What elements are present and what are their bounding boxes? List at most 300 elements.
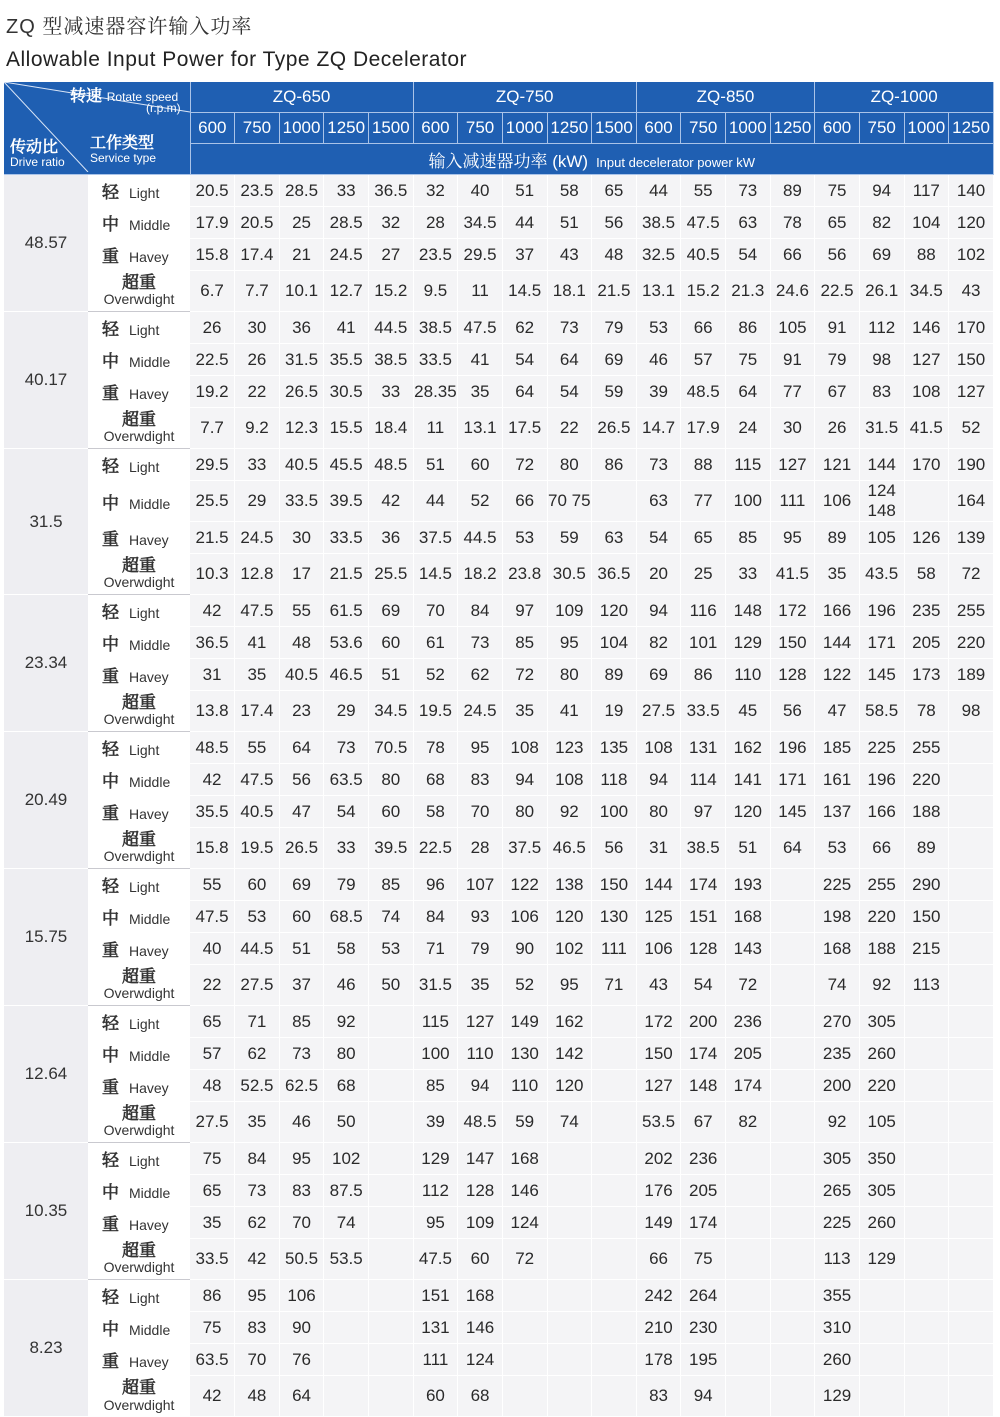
power-value-cell: 149: [502, 1006, 547, 1038]
service-type-cn: 轻: [102, 320, 119, 340]
power-value-cell: 104: [592, 627, 637, 659]
power-value-cell: [547, 1312, 592, 1344]
power-value-cell: 110: [458, 1038, 503, 1070]
power-value-cell: 140: [949, 175, 994, 207]
power-value-cell: [770, 1102, 815, 1143]
power-value-cell: [949, 1070, 994, 1102]
power-value-cell: 124: [458, 1344, 503, 1376]
power-value-cell: 151: [413, 1280, 458, 1312]
power-value-cell: 124: [502, 1207, 547, 1239]
power-value-cell: [592, 1175, 637, 1207]
table-row: [4, 691, 994, 732]
power-value-cell: 42: [369, 481, 414, 522]
power-value-cell: 144: [636, 869, 681, 901]
speed-header: 1500: [592, 113, 637, 144]
power-value-cell: 174: [681, 869, 726, 901]
power-value-cell: 42: [235, 1239, 280, 1280]
power-value-cell: 106: [279, 1280, 324, 1312]
power-value-cell: 34.5: [369, 691, 414, 732]
power-value-cell: 54: [547, 376, 592, 408]
power-value-cell: 53: [636, 312, 681, 344]
power-value-cell: 62: [235, 1207, 280, 1239]
power-value-cell: 9.2: [235, 408, 280, 449]
power-value-cell: [904, 1102, 949, 1143]
power-value-cell: 72: [949, 554, 994, 595]
power-value-cell: 176: [636, 1175, 681, 1207]
power-value-cell: 142: [547, 1038, 592, 1070]
power-value-cell: [592, 1239, 637, 1280]
power-value-cell: [726, 1376, 771, 1417]
power-value-cell: 94: [458, 1070, 503, 1102]
power-value-cell: 11: [458, 271, 503, 312]
drive-ratio-cell: 48.57: [4, 175, 88, 312]
service-type-cell: [88, 965, 190, 1006]
power-value-cell: 260: [859, 1207, 904, 1239]
table-row: [4, 1344, 994, 1376]
service-type-cell: [88, 1102, 190, 1143]
service-type-cell: [88, 1175, 190, 1207]
power-value-cell: 110: [726, 659, 771, 691]
power-value-cell: 90: [502, 933, 547, 965]
power-value-cell: 127: [636, 1070, 681, 1102]
power-value-cell: 22.5: [815, 271, 860, 312]
power-value-cell: 171: [770, 764, 815, 796]
power-value-cell: [949, 1038, 994, 1070]
power-value-cell: 53: [369, 933, 414, 965]
power-value-cell: 21.5: [324, 554, 369, 595]
power-value-cell: 48.5: [190, 732, 235, 764]
power-value-cell: 46: [279, 1102, 324, 1143]
power-value-cell: 79: [815, 344, 860, 376]
service-type-cn: 重: [102, 804, 119, 823]
service-type-cn: 轻: [102, 1288, 119, 1308]
table-row: [4, 1312, 994, 1344]
power-value-cell: 230: [681, 1312, 726, 1344]
power-value-cell: 95: [413, 1207, 458, 1239]
power-value-cell: 109: [458, 1207, 503, 1239]
title-english: Allowable Input Power for Type ZQ Decelerator: [6, 48, 467, 71]
power-value-cell: [949, 1006, 994, 1038]
power-value-cell: [592, 1207, 637, 1239]
power-value-cell: 264: [681, 1280, 726, 1312]
power-value-cell: 89: [904, 828, 949, 869]
power-value-cell: [547, 1344, 592, 1376]
power-value-cell: 77: [770, 376, 815, 408]
power-value-cell: 205: [904, 627, 949, 659]
power-value-cell: 6.7: [190, 271, 235, 312]
power-value-cell: 40.5: [235, 796, 280, 828]
power-value-cell: 220: [859, 1070, 904, 1102]
power-value-cell: 220: [949, 627, 994, 659]
power-value-cell: 80: [636, 796, 681, 828]
power-value-cell: 19.2: [190, 376, 235, 408]
power-value-cell: 29: [235, 481, 280, 522]
service-type-en: Light: [129, 459, 160, 476]
power-value-cell: 63: [636, 481, 681, 522]
power-value-cell: 22.5: [190, 344, 235, 376]
service-type-cn: 重: [102, 941, 119, 960]
drive-ratio-cell: 10.35: [4, 1143, 88, 1280]
power-value-cell: 215: [904, 933, 949, 965]
power-value-cell: [592, 1312, 637, 1344]
power-value-cell: 24.5: [458, 691, 503, 732]
power-value-cell: 65: [190, 1006, 235, 1038]
power-value-cell: 60: [369, 796, 414, 828]
table-row: [4, 1143, 994, 1175]
power-value-cell: 75: [726, 344, 771, 376]
power-value-cell: 149: [636, 1207, 681, 1239]
power-value-cell: 21: [279, 239, 324, 271]
power-value-cell: 74: [815, 965, 860, 1006]
power-value-cell: 51: [279, 933, 324, 965]
power-value-cell: 95: [547, 627, 592, 659]
power-value-cell: 24: [726, 408, 771, 449]
power-value-cell: 100: [413, 1038, 458, 1070]
power-value-cell: 65: [815, 207, 860, 239]
power-value-cell: 144: [815, 627, 860, 659]
service-type-en: Middle: [129, 217, 171, 233]
power-value-cell: 41: [547, 691, 592, 732]
power-value-cell: 128: [458, 1175, 503, 1207]
power-value-cell: 42: [190, 764, 235, 796]
power-value-cell: 75: [815, 175, 860, 207]
power-value-cell: [949, 965, 994, 1006]
power-value-cell: 71: [413, 933, 458, 965]
power-value-cell: 143: [726, 933, 771, 965]
service-type-cn: 重: [102, 384, 119, 403]
service-type-cell: [88, 1070, 190, 1102]
power-value-cell: 52: [949, 408, 994, 449]
power-value-cell: 31.5: [413, 965, 458, 1006]
power-value-cell: 30: [279, 522, 324, 554]
power-value-cell: 52: [502, 965, 547, 1006]
power-value-cell: 148: [681, 1070, 726, 1102]
power-value-cell: 94: [681, 1376, 726, 1417]
power-value-cell: 23.5: [413, 239, 458, 271]
power-value-cell: 41: [235, 627, 280, 659]
power-value-cell: 21.5: [592, 271, 637, 312]
power-value-cell: [547, 1280, 592, 1312]
power-value-cell: 10.1: [279, 271, 324, 312]
power-value-cell: 200: [815, 1070, 860, 1102]
speed-header: 1000: [502, 113, 547, 144]
service-type-cn: 超重: [122, 409, 156, 429]
power-value-cell: 102: [324, 1143, 369, 1175]
power-value-cell: 84: [458, 595, 503, 627]
power-value-cell: 73: [324, 732, 369, 764]
table-row: [4, 796, 994, 828]
power-value-cell: [324, 1376, 369, 1417]
power-value-cell: 92: [859, 965, 904, 1006]
power-value-cell: 135: [592, 732, 637, 764]
power-value-cell: 18.2: [458, 554, 503, 595]
power-value-cell: [949, 1102, 994, 1143]
power-value-cell: 87.5: [324, 1175, 369, 1207]
service-type-cell: [88, 732, 190, 764]
service-type-cell: [88, 481, 190, 522]
power-value-cell: [770, 1239, 815, 1280]
power-value-cell: 137: [815, 796, 860, 828]
power-value-cell: 91: [770, 344, 815, 376]
power-value-cell: 58: [413, 796, 458, 828]
power-value-cell: [770, 965, 815, 1006]
power-value-cell: 79: [592, 312, 637, 344]
power-value-cell: 83: [235, 1312, 280, 1344]
power-value-cell: 109: [547, 595, 592, 627]
power-value-cell: 151: [681, 901, 726, 933]
service-type-cn: 轻: [102, 1014, 119, 1034]
service-type-cell: [88, 659, 190, 691]
power-value-cell: 33.5: [190, 1239, 235, 1280]
power-value-cell: 117: [904, 175, 949, 207]
power-value-cell: 58: [904, 554, 949, 595]
power-value-cell: 80: [547, 659, 592, 691]
power-value-cell: [770, 1006, 815, 1038]
power-value-cell: 59: [502, 1102, 547, 1143]
power-value-cell: 44.5: [458, 522, 503, 554]
power-value-cell: 162: [547, 1006, 592, 1038]
power-value-cell: [324, 1280, 369, 1312]
power-value-cell: 86: [726, 312, 771, 344]
power-value-cell: 105: [859, 1102, 904, 1143]
input-power-label-cn: 输入减速器功率 (kW): [428, 151, 589, 171]
power-value-cell: 59: [547, 522, 592, 554]
power-value-cell: 28.35: [413, 376, 458, 408]
power-value-cell: 26.5: [592, 408, 637, 449]
power-value-cell: 82: [859, 207, 904, 239]
power-value-cell: 15.8: [190, 828, 235, 869]
service-type-cn: 重: [102, 1352, 119, 1371]
power-value-cell: 31.5: [279, 344, 324, 376]
power-value-cell: 13.1: [458, 408, 503, 449]
table-row: [4, 554, 994, 595]
power-value-cell: 108: [547, 764, 592, 796]
power-value-cell: 52.5: [235, 1070, 280, 1102]
power-value-cell: 196: [770, 732, 815, 764]
power-value-cell: 168: [815, 933, 860, 965]
power-value-cell: 32: [413, 175, 458, 207]
power-value-cell: 53: [502, 522, 547, 554]
power-value-cell: 102: [547, 933, 592, 965]
power-value-cell: 108: [904, 376, 949, 408]
table-row: [4, 207, 994, 239]
speed-header: 1000: [726, 113, 771, 144]
power-value-cell: [949, 1376, 994, 1417]
power-value-cell: [592, 1006, 637, 1038]
power-value-cell: 210: [636, 1312, 681, 1344]
power-value-cell: 105: [770, 312, 815, 344]
power-value-cell: 80: [547, 449, 592, 481]
power-value-cell: 30.5: [547, 554, 592, 595]
service-type-en: Middle: [129, 774, 171, 790]
power-value-cell: 92: [324, 1006, 369, 1038]
power-value-cell: 41.5: [770, 554, 815, 595]
power-value-cell: 33.5: [413, 344, 458, 376]
power-value-cell: 33.5: [324, 522, 369, 554]
power-value-cell: 195: [681, 1344, 726, 1376]
power-value-cell: 37: [502, 239, 547, 271]
power-value-cell: [547, 1175, 592, 1207]
power-value-cell: 72: [502, 659, 547, 691]
power-value-cell: 145: [859, 659, 904, 691]
power-value-cell: 127: [770, 449, 815, 481]
power-value-cell: 193: [726, 869, 771, 901]
power-value-cell: 74: [547, 1102, 592, 1143]
power-value-cell: 43: [949, 271, 994, 312]
power-value-cell: [726, 1312, 771, 1344]
power-value-cell: 62.5: [279, 1070, 324, 1102]
power-value-cell: 58: [324, 933, 369, 965]
power-value-cell: 17: [279, 554, 324, 595]
power-value-cell: 48: [592, 239, 637, 271]
table-row: [4, 1038, 994, 1070]
power-value-cell: 91: [815, 312, 860, 344]
power-value-cell: 38.5: [413, 312, 458, 344]
service-type-cn: 超重: [122, 555, 156, 575]
power-value-cell: 28.5: [324, 207, 369, 239]
power-value-cell: 82: [726, 1102, 771, 1143]
power-value-cell: 19.5: [235, 828, 280, 869]
power-value-cell: [726, 1344, 771, 1376]
power-value-cell: 255: [949, 595, 994, 627]
power-value-cell: 127: [904, 344, 949, 376]
power-value-cell: 120: [592, 595, 637, 627]
power-value-cell: 26.1: [859, 271, 904, 312]
power-value-cell: 95: [770, 522, 815, 554]
power-value-cell: 60: [235, 869, 280, 901]
power-value-cell: 45.5: [324, 449, 369, 481]
power-value-cell: 168: [726, 901, 771, 933]
model-header: ZQ-850: [636, 82, 815, 113]
power-value-cell: 95: [279, 1143, 324, 1175]
power-value-cell: 73: [636, 449, 681, 481]
power-value-cell: 68: [413, 764, 458, 796]
power-value-cell: 29.5: [190, 449, 235, 481]
speed-header: 750: [859, 113, 904, 144]
power-value-cell: 305: [859, 1175, 904, 1207]
power-value-cell: 173: [904, 659, 949, 691]
power-value-cell: [859, 1376, 904, 1417]
power-value-cell: 46.5: [547, 828, 592, 869]
service-type-en: Overwdight: [103, 985, 175, 1002]
power-value-cell: [770, 1143, 815, 1175]
table-row: [4, 1102, 994, 1143]
service-type-cn: 超重: [122, 272, 156, 292]
power-value-cell: 40: [458, 175, 503, 207]
power-value-cell: 66: [681, 312, 726, 344]
power-value-cell: 185: [815, 732, 860, 764]
power-value-cell: [369, 1344, 414, 1376]
speed-header: 750: [458, 113, 503, 144]
power-value-cell: 48.5: [369, 449, 414, 481]
table-row: [4, 312, 994, 344]
power-value-cell: [547, 1207, 592, 1239]
power-value-cell: 35: [502, 691, 547, 732]
service-type-cell: [88, 627, 190, 659]
service-type-cn: 重: [102, 1078, 119, 1097]
service-type-cell: [88, 449, 190, 481]
power-value-cell: 124 148: [859, 481, 904, 522]
service-type-en: Middle: [129, 354, 171, 370]
power-value-cell: [369, 1175, 414, 1207]
table-row: [4, 595, 994, 627]
power-value-cell: 171: [859, 627, 904, 659]
power-value-cell: 61: [413, 627, 458, 659]
power-value-cell: 56: [770, 691, 815, 732]
power-value-cell: 95: [458, 732, 503, 764]
power-value-cell: 12.8: [235, 554, 280, 595]
power-value-cell: 122: [815, 659, 860, 691]
service-type-en: Light: [129, 605, 160, 622]
power-value-cell: 63: [592, 522, 637, 554]
power-value-cell: 15.2: [369, 271, 414, 312]
power-value-cell: [904, 1006, 949, 1038]
power-value-cell: 236: [681, 1143, 726, 1175]
power-value-cell: 64: [279, 1376, 324, 1417]
power-value-cell: 36: [279, 312, 324, 344]
power-value-cell: 28: [413, 207, 458, 239]
power-value-cell: 44: [636, 175, 681, 207]
power-value-cell: [369, 1070, 414, 1102]
power-value-cell: 28.5: [279, 175, 324, 207]
service-type-en: Middle: [129, 1322, 171, 1338]
power-value-cell: 35: [458, 376, 503, 408]
power-value-cell: [726, 1143, 771, 1175]
power-value-cell: 53.5: [324, 1239, 369, 1280]
power-value-cell: 131: [681, 732, 726, 764]
power-value-cell: 75: [190, 1143, 235, 1175]
power-value-cell: 235: [815, 1038, 860, 1070]
power-value-cell: 78: [413, 732, 458, 764]
power-value-cell: 63.5: [324, 764, 369, 796]
power-value-cell: 150: [592, 869, 637, 901]
service-type-cn: 超重: [122, 1103, 156, 1123]
service-type-en: Havey: [129, 669, 169, 685]
service-type-en: Middle: [129, 1048, 171, 1064]
power-value-cell: 60: [413, 1376, 458, 1417]
service-type-cn: 中: [102, 215, 119, 234]
service-type-cell: [88, 312, 190, 344]
power-value-cell: 31: [190, 659, 235, 691]
power-value-cell: 202: [636, 1143, 681, 1175]
service-type-cn: 轻: [102, 740, 119, 760]
power-value-cell: 67: [815, 376, 860, 408]
speed-header: 1250: [949, 113, 994, 144]
power-value-cell: 51: [413, 449, 458, 481]
power-value-cell: 14.7: [636, 408, 681, 449]
power-value-cell: [726, 1207, 771, 1239]
service-type-cell: [88, 595, 190, 627]
power-value-cell: 86: [592, 449, 637, 481]
power-value-cell: 60: [458, 449, 503, 481]
power-value-cell: 64: [279, 732, 324, 764]
service-type-cn: 重: [102, 530, 119, 549]
power-value-cell: [904, 1207, 949, 1239]
power-value-cell: 80: [502, 796, 547, 828]
power-value-cell: 48.5: [458, 1102, 503, 1143]
power-value-cell: 95: [235, 1280, 280, 1312]
power-value-cell: [502, 1280, 547, 1312]
speed-header: 1000: [279, 113, 324, 144]
power-value-cell: 116: [681, 595, 726, 627]
power-value-cell: 24.5: [324, 239, 369, 271]
power-value-cell: 70 75: [547, 481, 592, 522]
power-value-cell: 122: [502, 869, 547, 901]
power-value-cell: 47.5: [190, 901, 235, 933]
power-value-cell: 92: [815, 1102, 860, 1143]
power-value-cell: 70: [279, 1207, 324, 1239]
power-value-cell: 35: [815, 554, 860, 595]
